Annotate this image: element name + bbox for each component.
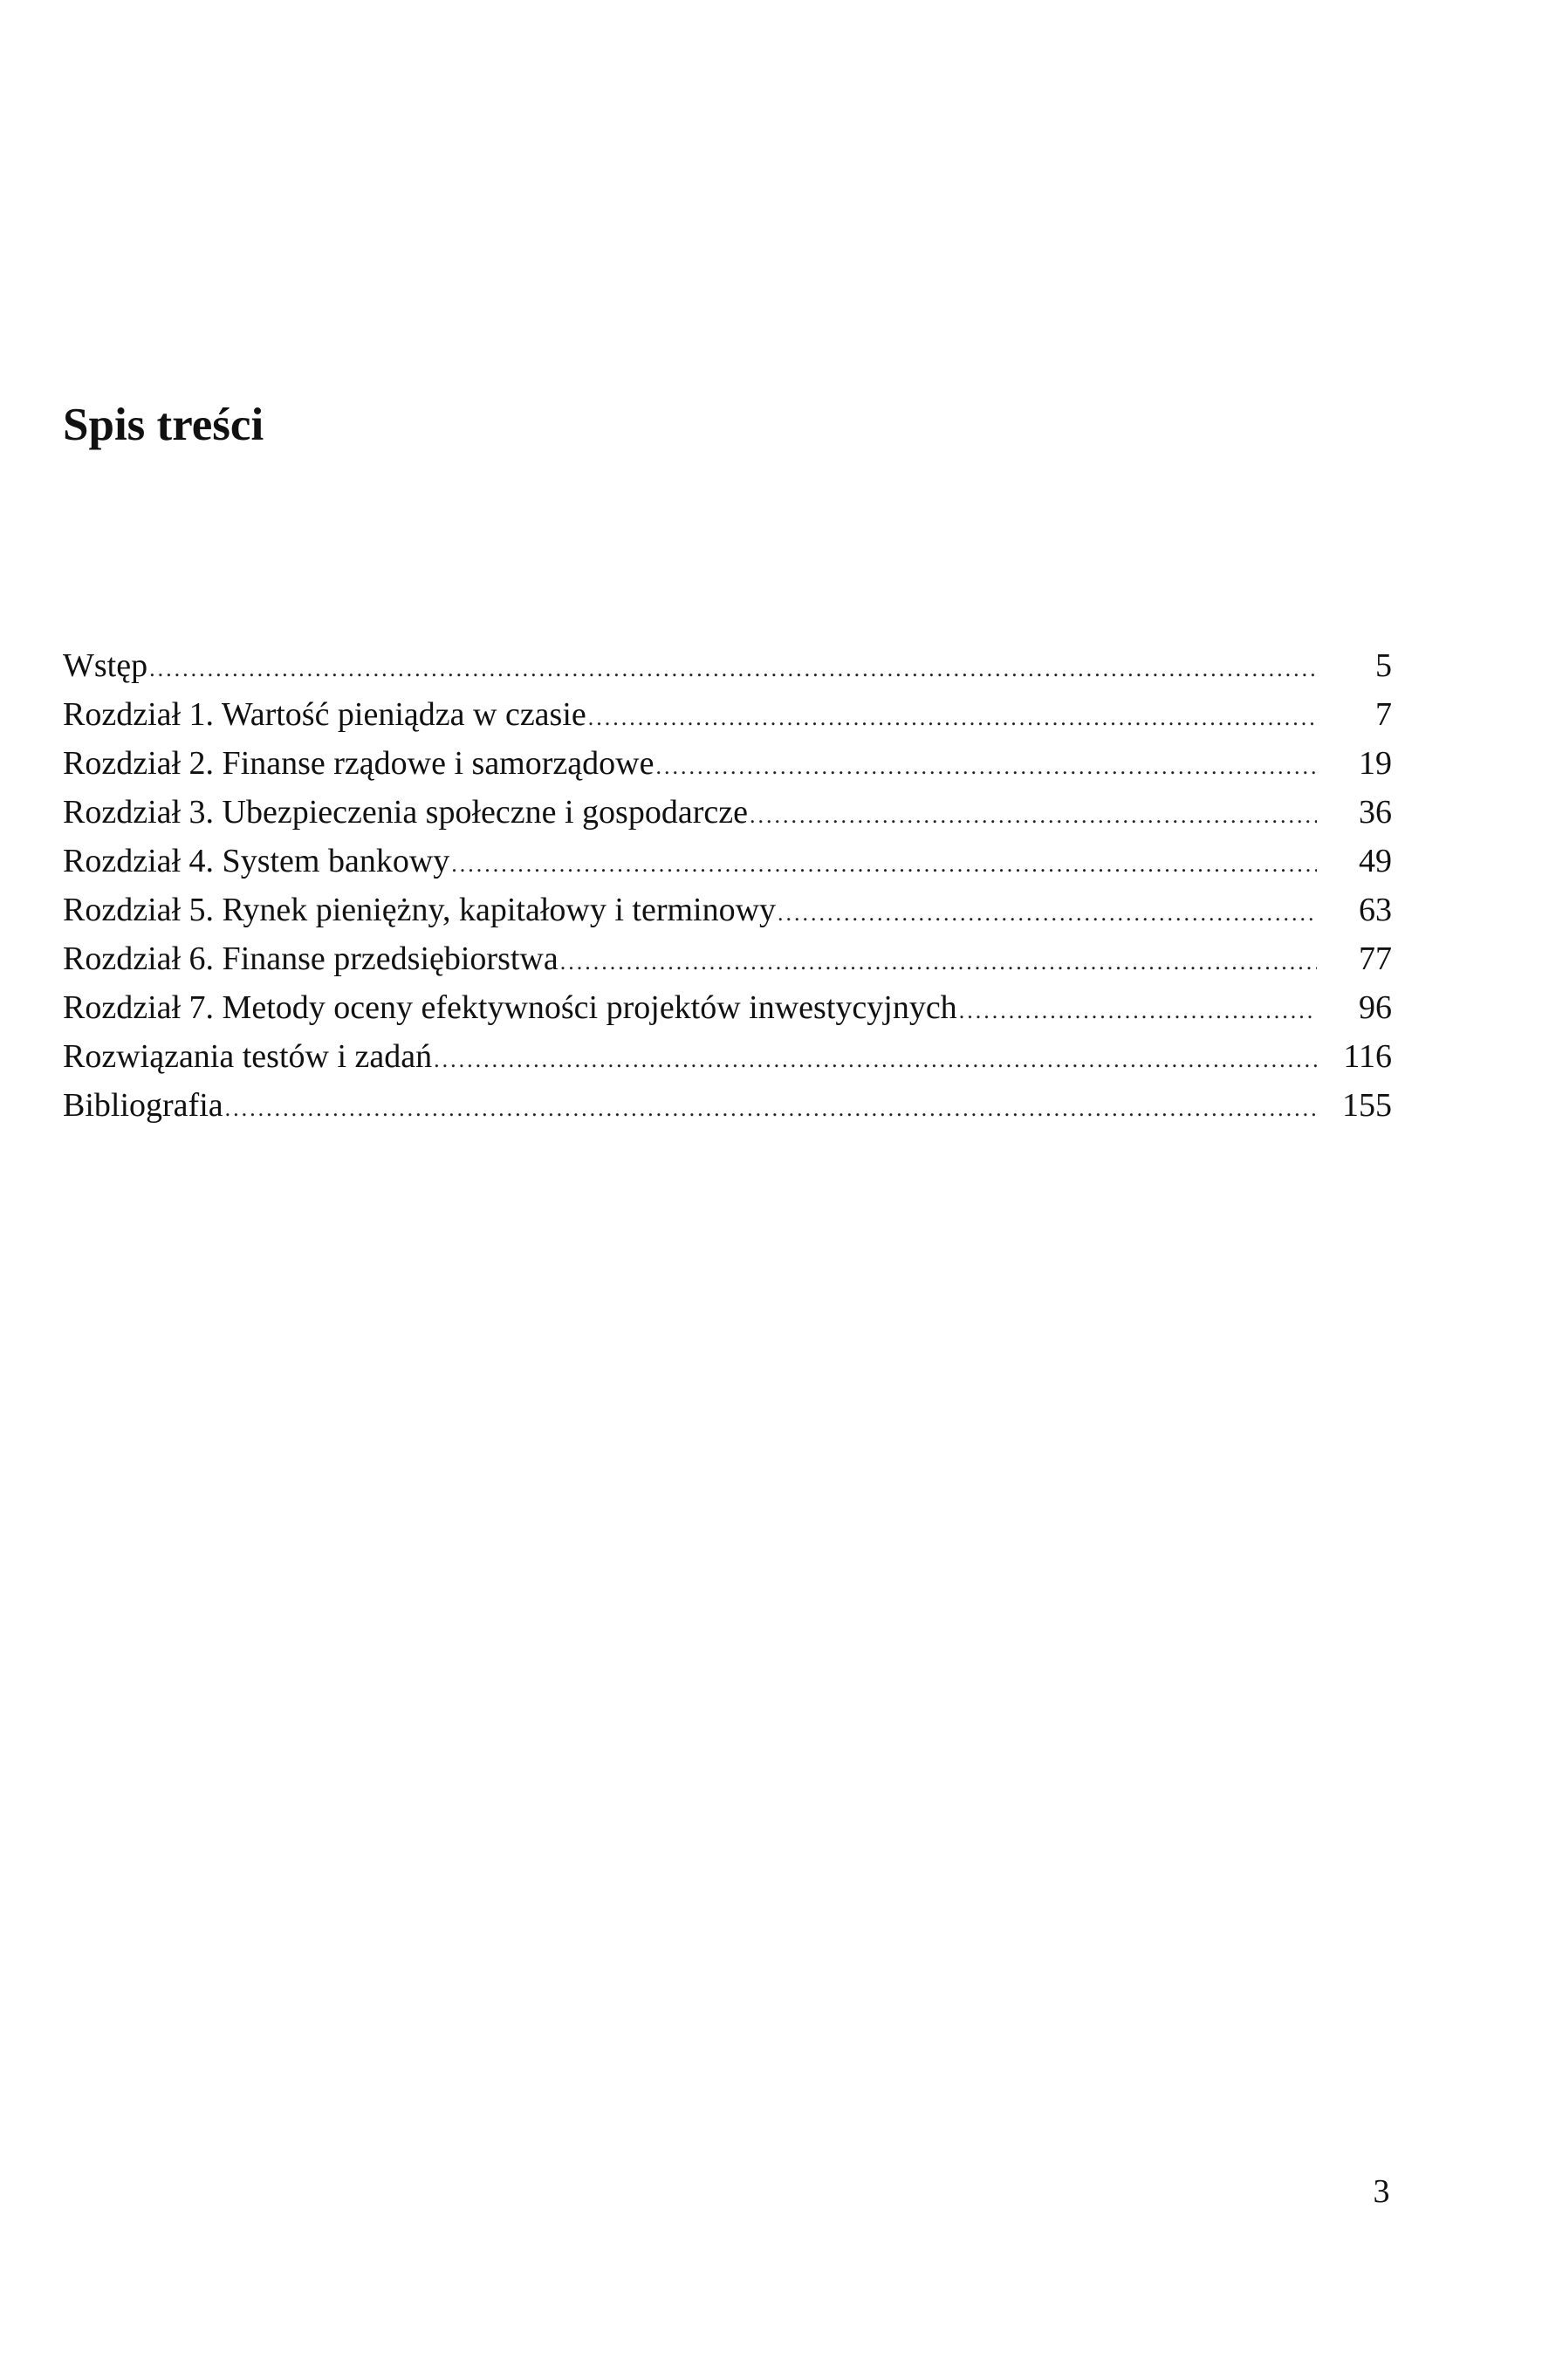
page-number: 3 <box>1373 2173 1390 2210</box>
dot-leader <box>750 791 1317 840</box>
toc-entry-chapter-3 <box>63 788 1392 837</box>
toc-entry-label: Rozdział 3. Ubezpieczenia społeczne i gospodarcze <box>63 794 748 831</box>
toc-entry-label: Rozdział 5. Rynek pieniężny, kapitałowy i terminowy <box>63 892 777 928</box>
page-title: Spis treści <box>63 400 264 450</box>
toc-entry-solutions <box>63 1032 1392 1081</box>
toc-entry-page: 155 <box>1342 1087 1392 1124</box>
toc-entry-chapter-1 <box>63 690 1392 739</box>
table-of-contents <box>63 641 1392 1130</box>
toc-entry-bibliography <box>63 1081 1392 1130</box>
dot-leader <box>149 645 1317 694</box>
toc-entry-page: 116 <box>1343 1038 1392 1075</box>
toc-entry-page: 77 <box>1359 940 1392 977</box>
dot-leader <box>451 840 1317 889</box>
toc-entry-page: 49 <box>1359 843 1392 879</box>
toc-entry-chapter-7 <box>63 983 1392 1032</box>
toc-entry-introduction <box>63 641 1392 690</box>
toc-entry-chapter-2 <box>63 739 1392 788</box>
toc-entry-page: 36 <box>1359 794 1392 831</box>
toc-entry-page: 96 <box>1359 989 1392 1026</box>
dot-leader <box>655 742 1317 791</box>
toc-entry-label: Bibliografia <box>63 1087 223 1124</box>
toc-entry-label: Rozwiązania testów i zadań <box>63 1038 433 1075</box>
dot-leader <box>959 987 1317 1036</box>
toc-entry-chapter-5 <box>63 886 1392 934</box>
toc-entry-page: 5 <box>1375 647 1392 684</box>
toc-entry-chapter-6 <box>63 934 1392 983</box>
dot-leader <box>778 889 1317 938</box>
toc-entry-page: 63 <box>1359 892 1392 928</box>
toc-entry-page: 7 <box>1375 696 1392 733</box>
toc-entry-label: Rozdział 1. Wartość pieniądza w czasie <box>63 696 586 733</box>
toc-entry-label: Rozdział 7. Metody oceny efektywności projektów inwestycyjnych <box>63 989 957 1026</box>
dot-leader <box>560 938 1317 987</box>
dot-leader <box>225 1084 1317 1133</box>
toc-entry-label: Rozdział 6. Finanse przedsiębiorstwa <box>63 940 559 977</box>
dot-leader <box>434 1036 1317 1084</box>
toc-entry-label: Rozdział 4. System bankowy <box>63 843 450 879</box>
toc-entry-page: 19 <box>1359 745 1392 782</box>
dot-leader <box>588 694 1317 742</box>
toc-entry-chapter-4 <box>63 837 1392 886</box>
toc-entry-label: Rozdział 2. Finanse rządowe i samorządowe <box>63 745 654 782</box>
toc-entry-label: Wstęp <box>63 647 148 684</box>
